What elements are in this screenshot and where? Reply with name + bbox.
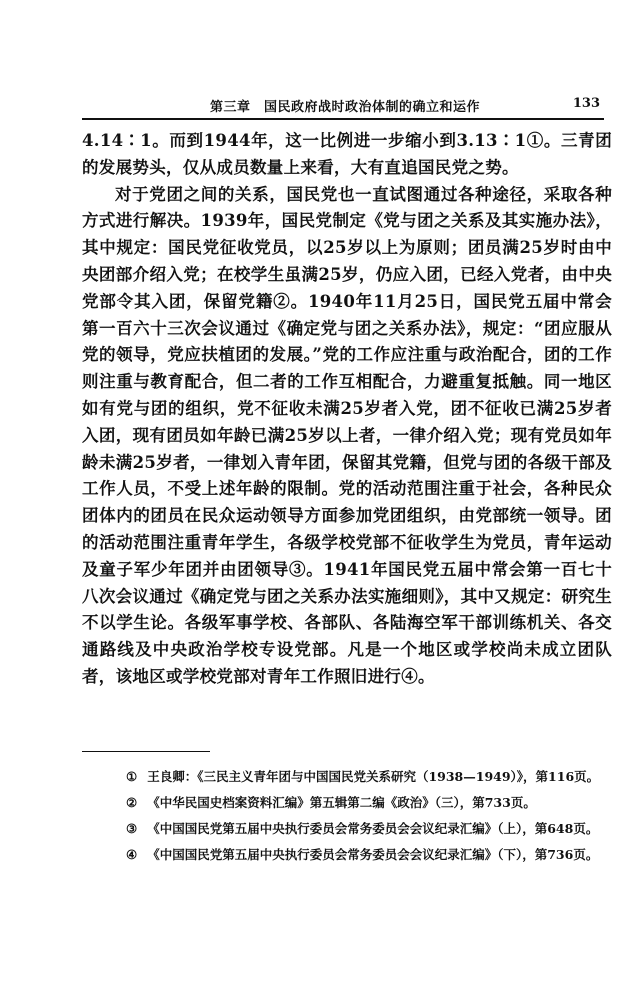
footnote-text: 王良卿：《三民主义青年团与中国国民党关系研究（1938—1949）》，第116页。 xyxy=(147,769,600,784)
page-number: 133 xyxy=(572,96,600,111)
footnote-2 xyxy=(82,792,612,814)
paragraph-continuation: 4.14∶1。而到1944年，这一比例进一步缩小到3.13∶1①。三青团的发展势头，仅从成员数量上来看，大有直追国民党之势。 xyxy=(82,131,612,177)
running-header xyxy=(82,94,604,120)
footnote-marker: ① xyxy=(126,769,138,784)
footnote-text: 《中国国民党第五届中央执行委员会常务委员会会议纪录汇编》（上），第648页。 xyxy=(147,821,599,836)
chapter-title: 第三章 国民政府战时政治体制的确立和运作 xyxy=(210,100,481,115)
paragraph-party-league-relations: 对于党团之间的关系，国民党也一直试图通过各种途径，采取各种方式进行解决。1939年，国民党制定《党与团之关系及其实施办法》，其中规定：国民党征收党员，以25岁以上为原则；团员满25岁时由中央团部介绍入党；在校学生虽满25岁，仍应入团，已经入党者，由中央党部令其入团，保留党籍②。1940年11月25日，国民党五届中常会第一百六十三次会议通过《确定党与团之关系办法》，规定：“团应服从党的领导，党应扶植团的发展。”党的工作应注重与政治配合，团的工作则注重与教育配合，但二者的工作互相配合，力避重复抵触。同一地区如有党与团的组织，党不征收未满25岁者入党，团不征收已满25岁者入团，现有团员如年龄已满25岁以上者，一律介绍入党；现有党员如年龄未满25岁者，一律划入青年团，保留其党籍，但党与团的各级干部及工作人员，不受上述年龄的限制。党的活动范围注重于社会，各种民众团体内的团员在民众运动领导方面参加党团组织，由党部统一领导。团的活动范围注重青年学生，各级学校党部不征收学生为党员，青年运动及童子军少年团并由团领导③。1941年国民党五届中常会第一百七十八次会议通过《确定党与团之关系办法实施细则》，其中又规定：研究生不以学生论。各级军事学校、各部队、各陆海空军干部训练机关、各交通路线及中央政治学校专设党部。凡是一个地区或学校尚未成立团队者，该地区或学校党部对青年工作照旧进行④。 xyxy=(82,184,612,686)
footnote-1 xyxy=(82,766,612,788)
footnote-text: 《中华民国史档案资料汇编》第五辑第二编《政治》（三），第733页。 xyxy=(147,795,536,810)
footnote-4 xyxy=(82,844,612,866)
main-text xyxy=(82,128,612,691)
footnote-marker: ④ xyxy=(126,847,138,862)
footnote-divider xyxy=(82,751,210,752)
footnote-marker: ③ xyxy=(126,821,138,836)
footnote-marker: ② xyxy=(126,795,138,810)
footnotes xyxy=(82,766,612,870)
footnote-text: 《中国国民党第五届中央执行委员会常务委员会会议纪录汇编》（下），第736页。 xyxy=(147,847,599,862)
footnote-3 xyxy=(82,818,612,840)
